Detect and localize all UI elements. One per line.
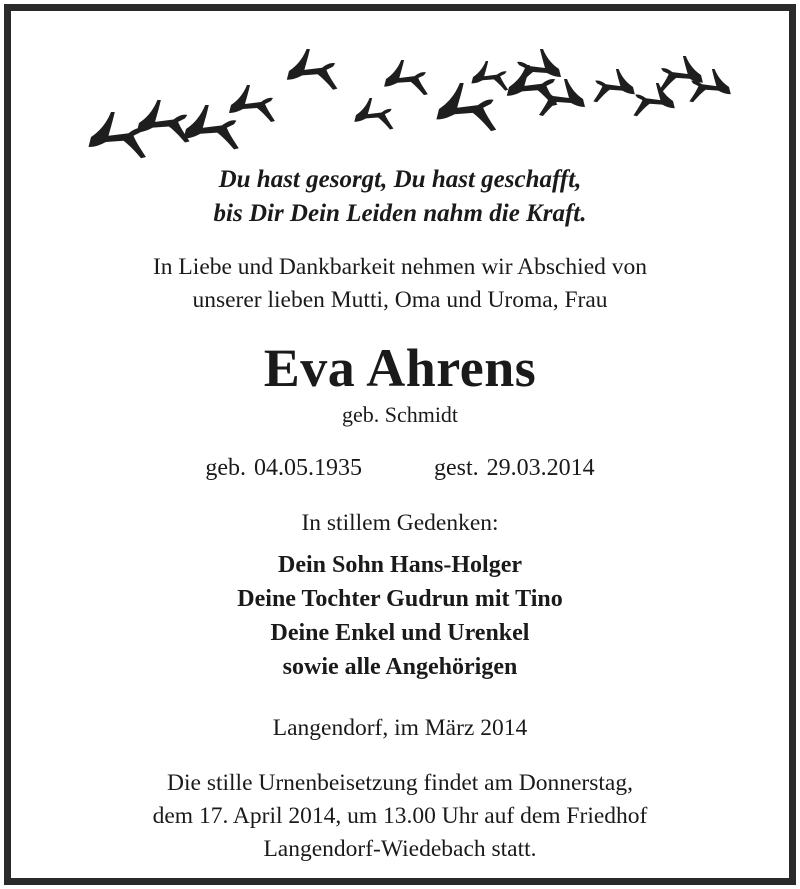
born-label: geb. <box>205 455 246 481</box>
obituary-notice <box>4 4 796 885</box>
bird-icon <box>384 60 428 95</box>
burial-line-3: Langendorf-Wiedebach statt. <box>263 836 537 862</box>
bird-icon <box>471 61 508 91</box>
bird-icon <box>436 83 496 131</box>
mourners-list <box>11 548 789 684</box>
motto-verse <box>11 163 789 231</box>
place-and-date: Langendorf, im März 2014 <box>272 715 528 741</box>
burial-info <box>11 767 789 866</box>
flying-birds-illustration <box>61 49 761 169</box>
memory-title: In stillem Gedenken: <box>301 510 499 536</box>
burial-line-2: dem 17. April 2014, um 13.00 Uhr auf dem Friedhof <box>152 803 648 829</box>
intro-line-2: unserer lieben Mutti, Oma und Uroma, Frau <box>192 287 608 313</box>
bird-icon <box>287 49 338 90</box>
birth-name: geb. Schmidt <box>341 402 459 427</box>
bird-icon <box>229 85 275 122</box>
life-dates <box>11 452 789 484</box>
intro-line-1: In Liebe und Dankbarkeit nehmen wir Abschied von <box>152 254 648 280</box>
bird-icon <box>354 98 393 129</box>
motto-line-1: Du hast gesorgt, Du hast geschafft, <box>218 166 582 193</box>
bird-icon <box>633 83 674 116</box>
bird-icon <box>659 56 703 91</box>
mourner-item: Deine Enkel und Urenkel <box>270 620 530 646</box>
born-date: 04.05.1935 <box>253 455 362 481</box>
motto-line-2: bis Dir Dein Leiden nahm die Kraft. <box>213 200 587 227</box>
mourner-item: Deine Tochter Gudrun mit Tino <box>237 586 563 612</box>
intro-text <box>11 251 789 317</box>
mourner-item: Dein Sohn Hans-Holger <box>277 552 523 578</box>
bird-icon <box>137 100 190 143</box>
bird-icon <box>89 112 147 158</box>
burial-line-1: Die stille Urnenbeisetzung findet am Donnerstag, <box>167 770 633 796</box>
bird-icon <box>593 69 634 102</box>
died-date: 29.03.2014 <box>486 455 595 481</box>
deceased-name: Eva Ahrens <box>263 338 537 398</box>
died-label: gest. <box>433 455 479 481</box>
mourner-item: sowie alle Angehörigen <box>282 654 518 680</box>
